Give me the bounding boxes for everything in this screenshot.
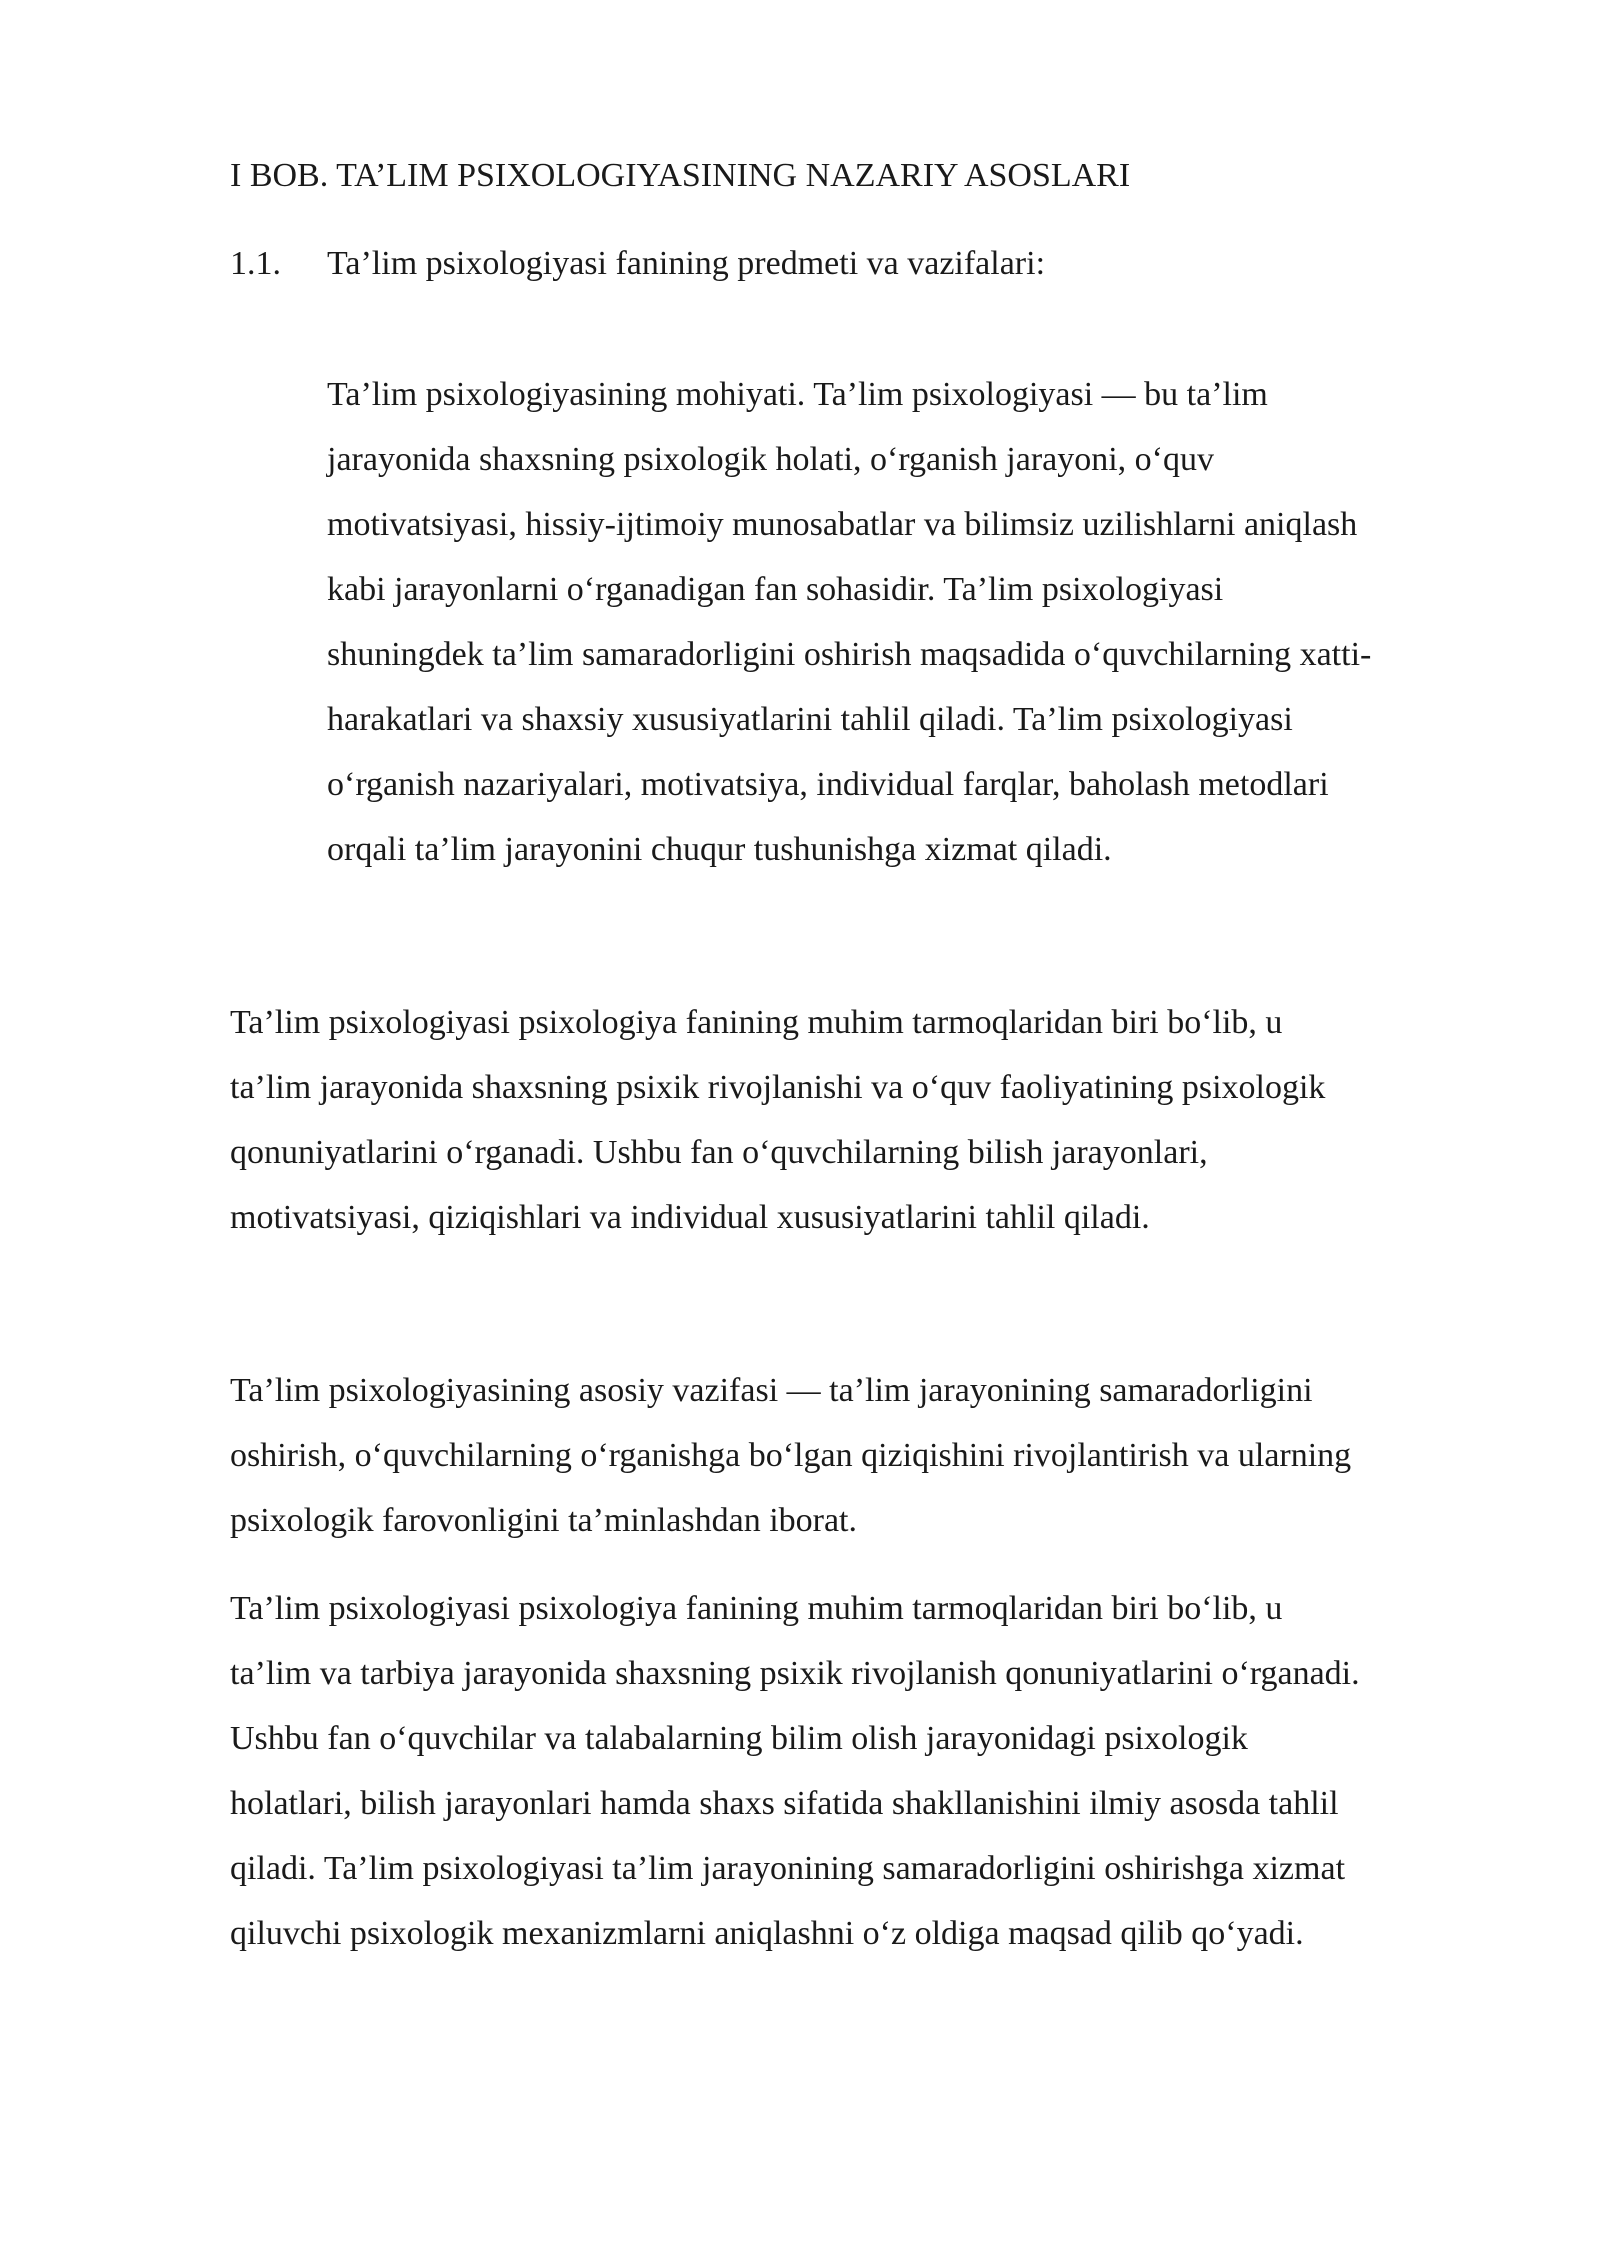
paragraph-line: qiluvchi psixologik mexanizmlarni aniqlashni o‘z oldiga maqsad qilib qo‘yadi. bbox=[230, 1915, 1304, 1952]
paragraph-line: motivatsiyasi, qiziqishlari va individual xususiyatlarini tahlil qiladi. bbox=[230, 1199, 1150, 1236]
paragraph bbox=[230, 1576, 1360, 1966]
paragraph-line: Ta’lim psixologiyasining asosiy vazifasi — ta’lim jarayonining samaradorligini bbox=[230, 1372, 1313, 1409]
chapter-title: I BOB. TA’LIM PSIXOLOGIYASINING NAZARIY ASOSLARI bbox=[230, 157, 1131, 194]
paragraph-line: shuningdek ta’lim samaradorligini oshirish maqsadida o‘quvchilarning xatti- bbox=[327, 636, 1372, 673]
paragraph-line: o‘rganish nazariyalari, motivatsiya, individual farqlar, baholash metodlari bbox=[327, 766, 1329, 803]
paragraph bbox=[230, 990, 1325, 1250]
paragraph-line: holatlari, bilish jarayonlari hamda shaxs sifatida shakllanishini ilmiy asosda tahlil bbox=[230, 1785, 1339, 1822]
section-number: 1.1. bbox=[230, 245, 281, 282]
paragraph-line: oshirish, o‘quvchilarning o‘rganishga bo‘lgan qiziqishini rivojlantirish va ularning bbox=[230, 1437, 1352, 1474]
paragraph-line: ta’lim va tarbiya jarayonida shaxsning psixik rivojlanish qonuniyatlarini o‘rganadi. bbox=[230, 1655, 1360, 1692]
paragraph-intro bbox=[327, 362, 1371, 882]
paragraph-line: orqali ta’lim jarayonini chuqur tushunishga xizmat qiladi. bbox=[327, 831, 1112, 868]
paragraph-line: qonuniyatlarini o‘rganadi. Ushbu fan o‘quvchilarning bilish jarayonlari, bbox=[230, 1134, 1208, 1171]
paragraph bbox=[230, 1358, 1351, 1553]
paragraph-line: ta’lim jarayonida shaxsning psixik rivojlanishi va o‘quv faoliyatining psixologik bbox=[230, 1069, 1326, 1106]
paragraph-line: jarayonida shaxsning psixologik holati, o‘rganish jarayoni, o‘quv bbox=[327, 441, 1215, 478]
paragraph-line: psixologik farovonligini ta’minlashdan iborat. bbox=[230, 1502, 858, 1539]
section-heading bbox=[230, 242, 1045, 286]
paragraph-line: Ta’lim psixologiyasi psixologiya fanining muhim tarmoqlaridan biri bo‘lib, u bbox=[230, 1004, 1283, 1041]
paragraph-line: Ushbu fan o‘quvchilar va talabalarning bilim olish jarayonidagi psixologik bbox=[230, 1720, 1248, 1757]
section-title: Ta’lim psixologiyasi fanining predmeti va vazifalari: bbox=[327, 245, 1046, 282]
paragraph-line: kabi jarayonlarni o‘rganadigan fan sohasidir. Ta’lim psixologiyasi bbox=[327, 571, 1224, 608]
paragraph-line: qiladi. Ta’lim psixologiyasi ta’lim jarayonining samaradorligini oshirishga xizmat bbox=[230, 1850, 1346, 1887]
paragraph-line: Ta’lim psixologiyasining mohiyati. Ta’lim psixologiyasi — bu ta’lim bbox=[327, 376, 1268, 413]
paragraph-line: motivatsiyasi, hissiy-ijtimoiy munosabatlar va bilimsiz uzilishlarni aniqlash bbox=[327, 506, 1358, 543]
paragraph-line: Ta’lim psixologiyasi psixologiya fanining muhim tarmoqlaridan biri bo‘lib, u bbox=[230, 1590, 1283, 1627]
paragraph-line: harakatlari va shaxsiy xususiyatlarini tahlil qiladi. Ta’lim psixologiyasi bbox=[327, 701, 1293, 738]
